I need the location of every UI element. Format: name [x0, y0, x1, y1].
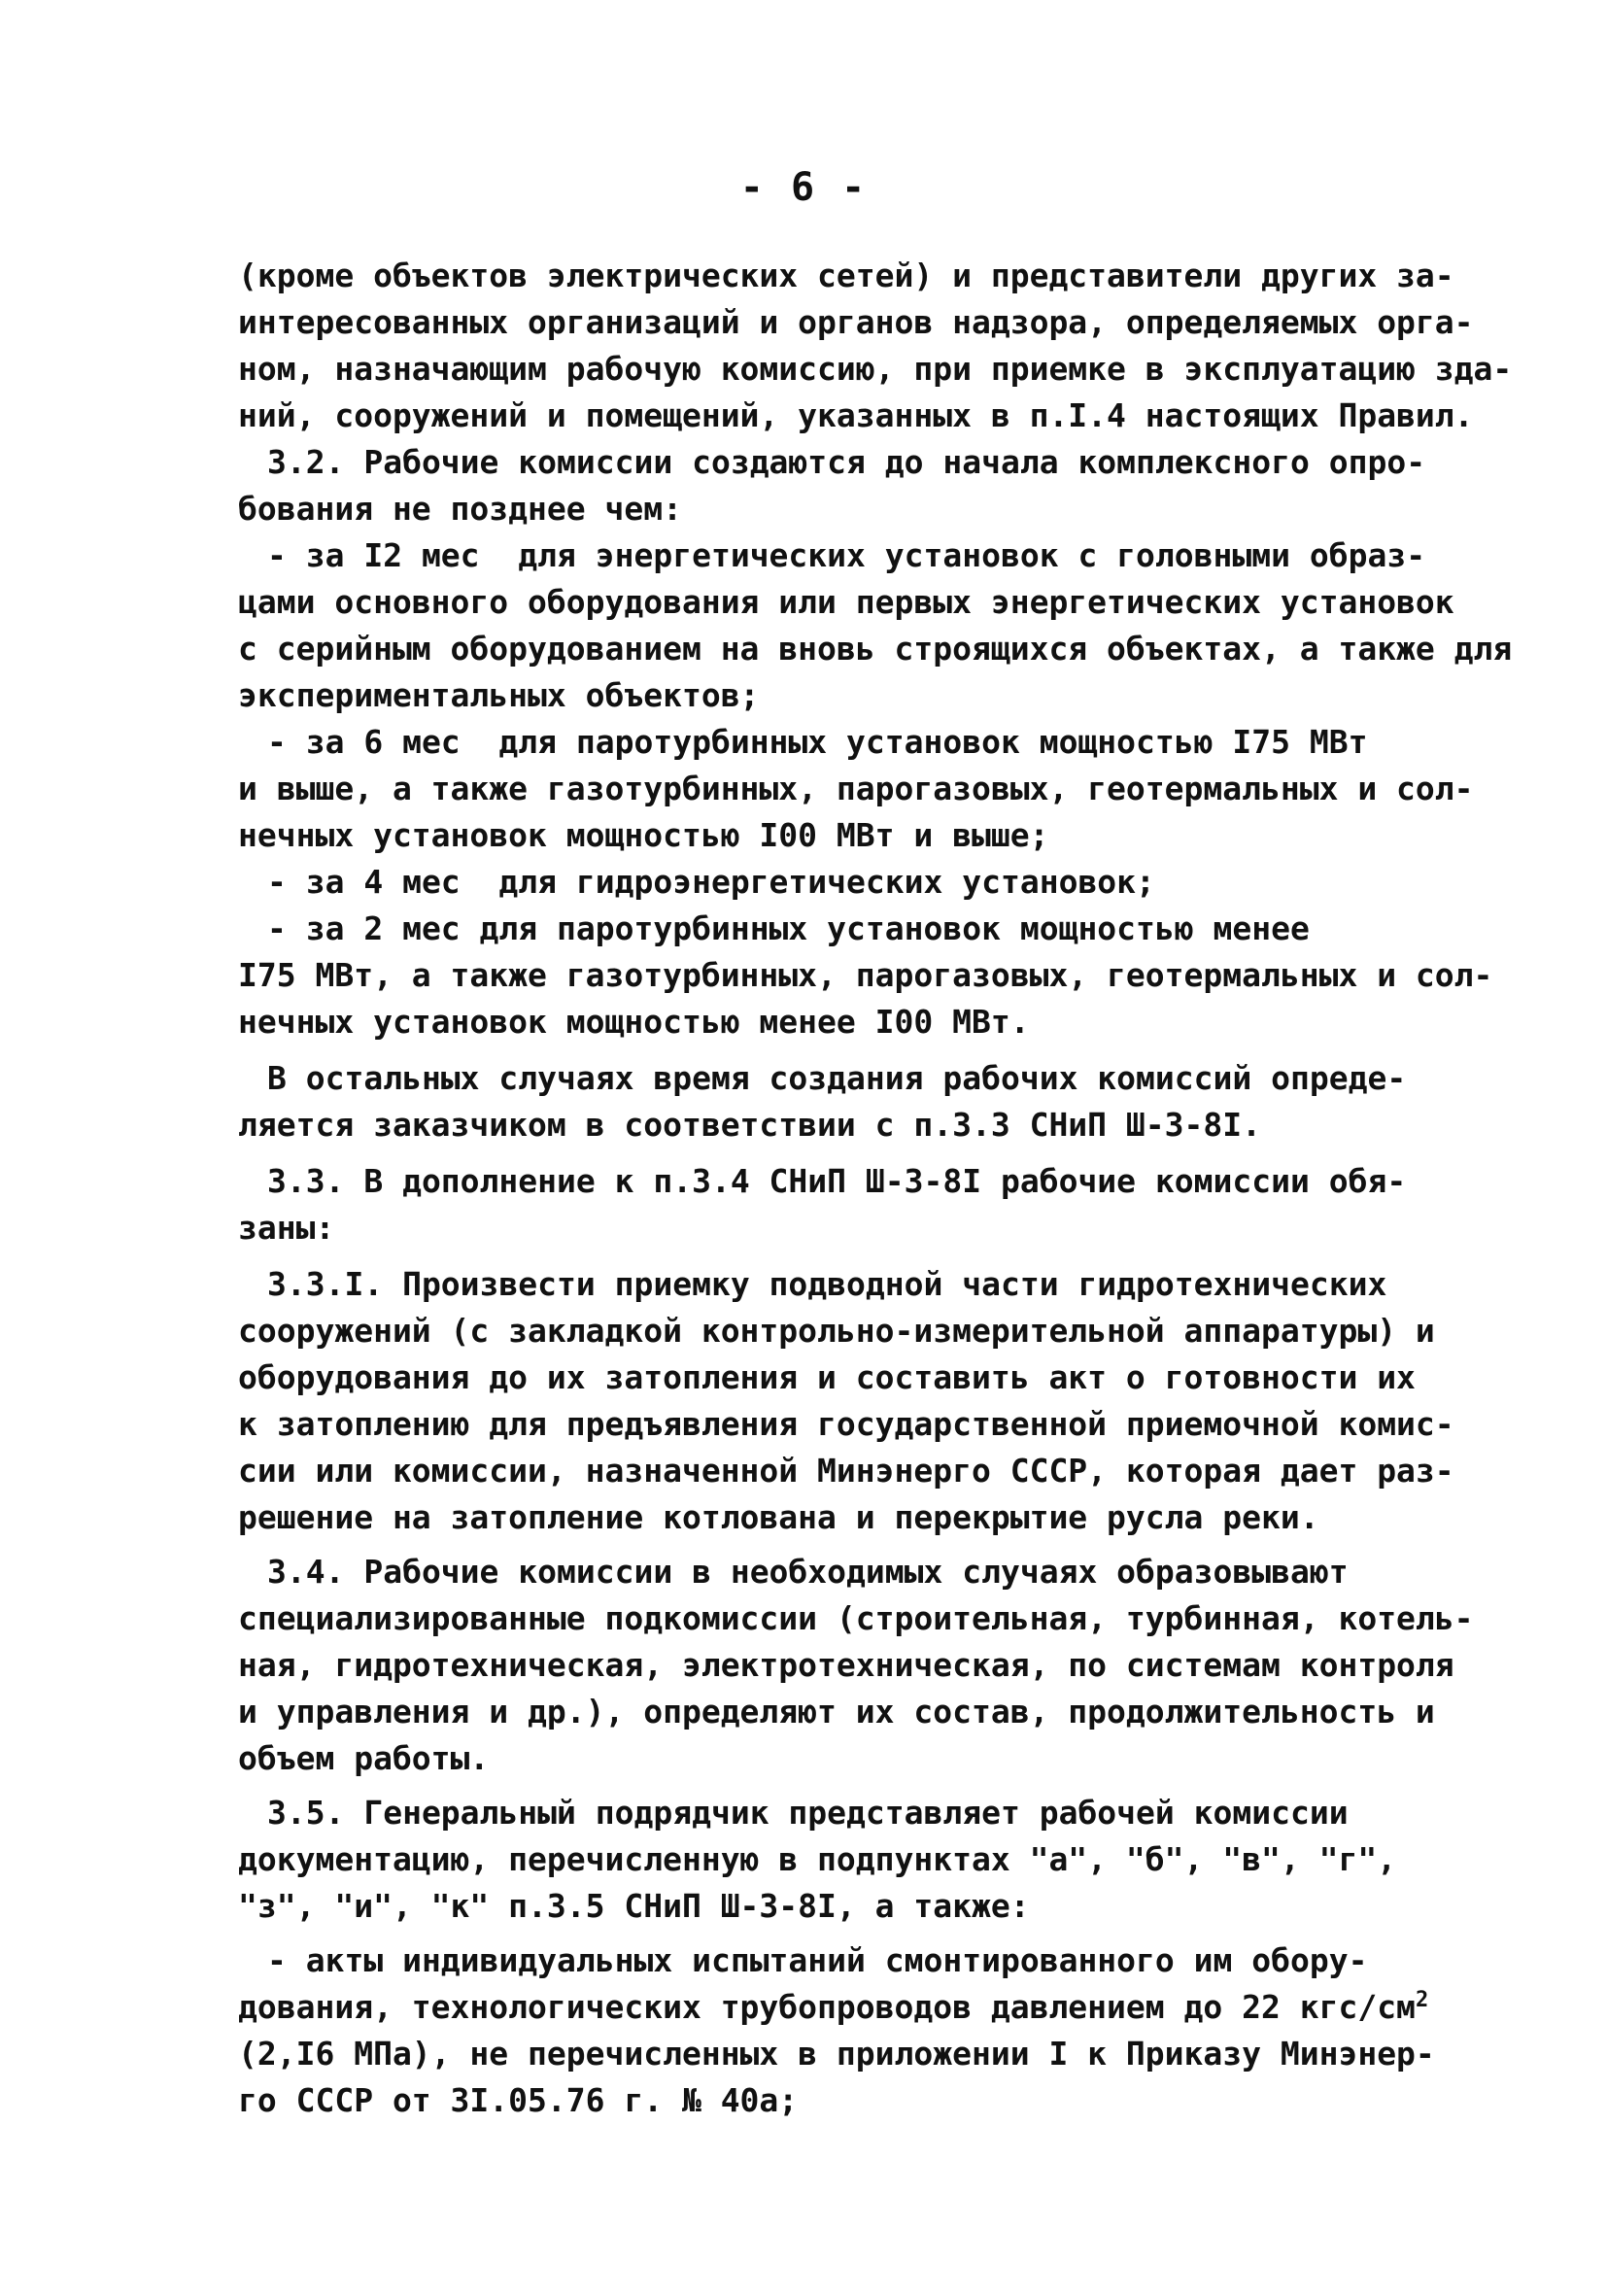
text-line: ний, сооружений и помещений, указанных в п.I.4 настоящих Правил. — [238, 396, 1474, 434]
text-line: 3.2. Рабочие комиссии создаются до начала комплексного опро- — [267, 443, 1426, 481]
text-line: бования не позднее чем: — [238, 490, 682, 528]
text-line: и управления и др.), определяют их состав, продолжительность и — [238, 1693, 1435, 1731]
text-line: оборудования до их затопления и составить акт о готовности их — [238, 1358, 1416, 1396]
superscript-two: 2 — [1415, 1988, 1429, 2012]
text-line-body: дования, технологических трубопроводов давлением до 22 кгс/см — [238, 1988, 1416, 2026]
text-line: 3.3.I. Произвести приемку подводной части гидротехнических — [267, 1265, 1387, 1303]
text-line: 3.4. Рабочие комиссии в необходимых случаях образовывают — [267, 1553, 1349, 1591]
text-line: сооружений (с закладкой контрольно-измерительной аппаратуры) и — [238, 1312, 1435, 1350]
text-line: сии или комиссии, назначенной Минэнерго СССР, которая дает раз- — [238, 1452, 1454, 1490]
text-line: - за 2 мес для паротурбинных установок мощностью менее — [267, 909, 1310, 947]
text-line: документацию, перечисленную в подпунктах "а", "б", "в", "г", — [238, 1840, 1397, 1878]
text-line: 3.5. Генеральный подрядчик представляет рабочей комиссии — [267, 1794, 1349, 1832]
text-line: объем работы. — [238, 1739, 490, 1777]
text-line: и выше, а также газотурбинных, парогазовых, геотермальных и сол- — [238, 770, 1474, 807]
text-line: ном, назначающим рабочую комиссию, при приемке в эксплуатацию зда- — [238, 350, 1513, 388]
text-line: - за 4 мес для гидроэнергетических установок; — [267, 863, 1155, 901]
text-line: - за I2 мес для энергетических установок с головными образ- — [267, 536, 1426, 574]
text-line: специализированные подкомиссии (строительная, турбинная, котель- — [238, 1599, 1474, 1637]
text-line: интересованных организаций и органов надзора, определяемых орга- — [238, 303, 1474, 341]
text-line: (2,I6 МПа), не перечисленных в приложении I к Приказу Минэнер- — [238, 2035, 1435, 2073]
text-line: - за 6 мес для паротурбинных установок мощностью I75 МВт — [267, 723, 1368, 761]
text-line: заны: — [238, 1209, 335, 1247]
text-line — [238, 1984, 1428, 2031]
text-line: ная, гидротехническая, электротехническая, по системам контроля — [238, 1646, 1454, 1684]
text-line: решение на затопление котлована и перекрытие русла реки. — [238, 1498, 1319, 1536]
text-line: I75 МВт, а также газотурбинных, парогазовых, геотермальных и сол- — [238, 956, 1493, 994]
text-line: ляется заказчиком в соответствии с п.3.3 СНиП Ш-3-8I. — [238, 1106, 1261, 1144]
page-number: - 6 - — [739, 165, 868, 210]
text-line: к затоплению для предъявления государственной приемочной комис- — [238, 1405, 1454, 1443]
text-line: "з", "и", "к" п.3.5 СНиП Ш-3-8I, а также: — [238, 1887, 1030, 1925]
text-line: В остальных случаях время создания рабочих комиссий опреде- — [267, 1059, 1407, 1097]
text-line: го СССР от 3I.05.76 г. № 40а; — [238, 2081, 799, 2119]
text-line: 3.3. В дополнение к п.3.4 СНиП Ш-3-8I рабочие комиссии обя- — [267, 1162, 1407, 1200]
text-line: экспериментальных объектов; — [238, 676, 760, 714]
text-line: цами основного оборудования или первых энергетических установок — [238, 583, 1454, 621]
text-line: нечных установок мощностью I00 МВт и выше; — [238, 816, 1049, 854]
text-line: с серийным оборудованием на вновь строящихся объектах, а также для — [238, 630, 1513, 668]
text-line: - акты индивидуальных испытаний смонтированного им обору- — [267, 1941, 1368, 1979]
text-line: (кроме объектов электрических сетей) и представители других за- — [238, 257, 1454, 294]
text-line: нечных установок мощностью менее I00 МВт. — [238, 1003, 1030, 1041]
